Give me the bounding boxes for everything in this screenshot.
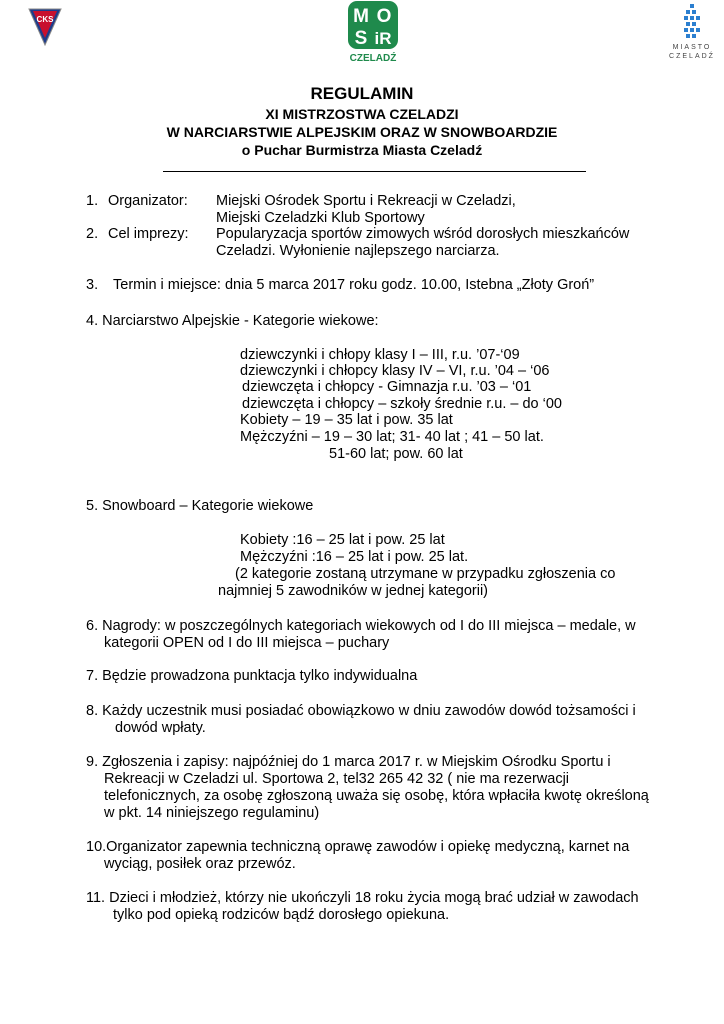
item-8-line-1: 8. Każdy uczestnik musi posiadać obowiązkowo w dniu zawodów dowód tożsamości i: [86, 703, 636, 719]
item-1-label: Organizator:: [108, 193, 188, 209]
snowboard-category-1: Kobiety :16 – 25 lat i pow. 25 lat: [240, 532, 445, 548]
miasto-logo-line1: MIASTO: [672, 44, 712, 51]
alpine-category-4: dziewczęta i chłopcy – szkoły średnie r.u. – do ‘00: [242, 396, 562, 412]
mosir-letter-m: M: [353, 6, 369, 27]
item-4-heading: 4. Narciarstwo Alpejskie - Kategorie wiekowe:: [86, 313, 379, 329]
item-6-line-1: 6. Nagrody: w poszczególnych kategoriach wiekowych od I do III miejsca – medale, w: [86, 618, 636, 634]
alpine-category-2: dziewczynki i chłopcy klasy IV – VI, r.u. ’04 – ‘06: [240, 363, 550, 379]
item-1-line-2: Miejski Czeladzki Klub Sportowy: [216, 210, 425, 226]
item-2-line-2: Czeladzi. Wyłonienie najlepszego narciarza.: [216, 243, 500, 259]
snowboard-note-line-2: najmniej 5 zawodników w jednej kategorii): [218, 583, 488, 599]
cks-logo-text: CKS: [36, 15, 54, 24]
mosir-letter-o: O: [376, 6, 392, 27]
item-5-heading: 5. Snowboard – Kategorie wiekowe: [86, 498, 314, 514]
mosir-logo: [347, 0, 399, 64]
alpine-category-7: 51-60 lat; pow. 60 lat: [329, 446, 463, 462]
title-line-1: XI MISTRZOSTWA CZELADZI: [265, 106, 459, 122]
item-11-line-2: tylko pod opieką rodziców bądź dorosłego opiekuna.: [113, 907, 450, 923]
miasto-czeladz-logo: [664, 2, 720, 60]
document-title: REGULAMIN: [310, 84, 414, 103]
snowboard-category-2: Mężczyźni :16 – 25 lat i pow. 25 lat.: [240, 549, 469, 565]
item-2-number: 2.: [86, 226, 99, 242]
mosir-letter-ir: iR: [374, 29, 392, 48]
item-9-line-1: 9. Zgłoszenia i zapisy: najpóźniej do 1 marca 2017 r. w Miejskim Ośrodku Sportu i: [86, 754, 611, 770]
item-8-line-2: dowód wpłaty.: [115, 720, 206, 736]
title-line-2: W NARCIARSTWIE ALPEJSKIM ORAZ W SNOWBOARDZIE: [166, 124, 558, 140]
item-7-line-1: 7. Będzie prowadzona punktacja tylko indywidualna: [86, 668, 418, 684]
item-2-line-1: Popularyzacja sportów zimowych wśród dorosłych mieszkańców: [216, 226, 630, 242]
mosir-letter-s: S: [354, 28, 368, 49]
item-1-line-1: Miejski Ośrodek Sportu i Rekreacji w Czeladzi,: [216, 193, 516, 209]
item-9-line-4: w pkt. 14 niniejszego regulaminu): [104, 805, 320, 821]
snowboard-note-line-1: (2 kategorie zostaną utrzymane w przypadku zgłoszenia co: [235, 566, 616, 582]
title-line-3: o Puchar Burmistrza Miasta Czeladź: [241, 142, 483, 158]
title-divider: [163, 171, 586, 172]
alpine-category-3: dziewczęta i chłopcy - Gimnazja r.u. ’03 – ‘01: [242, 379, 532, 395]
miasto-logo-line2: CZELADŹ: [669, 53, 715, 60]
item-6-line-2: kategorii OPEN od I do III miejsca – puchary: [104, 635, 390, 651]
alpine-category-5: Kobiety – 19 – 35 lat i pow. 35 lat: [240, 412, 453, 428]
item-1-number: 1.: [86, 193, 99, 209]
item-3-text: Termin i miejsce: dnia 5 marca 2017 roku godz. 10.00, Istebna „Złoty Groń”: [113, 277, 595, 293]
item-10-line-2: wyciąg, posiłek oraz przewóz.: [104, 856, 296, 872]
item-2-label: Cel imprezy:: [108, 226, 189, 242]
item-3-number: 3.: [86, 277, 99, 293]
item-10-line-1: 10.Organizator zapewnia techniczną oprawę zawodów i opiekę medyczną, karnet na: [86, 839, 630, 855]
alpine-category-1: dziewczynki i chłopy klasy I – III, r.u. ’07-‘09: [240, 347, 520, 363]
alpine-category-6: Mężczyźni – 19 – 30 lat; 31- 40 lat ; 41 – 50 lat.: [240, 429, 544, 445]
cks-logo: [28, 8, 62, 46]
item-9-line-3: telefonicznych, za osobę zgłoszoną uważa się osobę, która wpłaciła kwotę określoną: [104, 788, 649, 804]
item-11-line-1: 11. Dzieci i młodzież, którzy nie ukończyli 18 roku życia mogą brać udział w zawodach: [86, 890, 639, 906]
item-9-line-2: Rekreacji w Czeladzi ul. Sportowa 2, tel32 265 42 32 ( nie ma rezerwacji: [104, 771, 570, 787]
mosir-caption: CZELADŹ: [349, 53, 397, 64]
